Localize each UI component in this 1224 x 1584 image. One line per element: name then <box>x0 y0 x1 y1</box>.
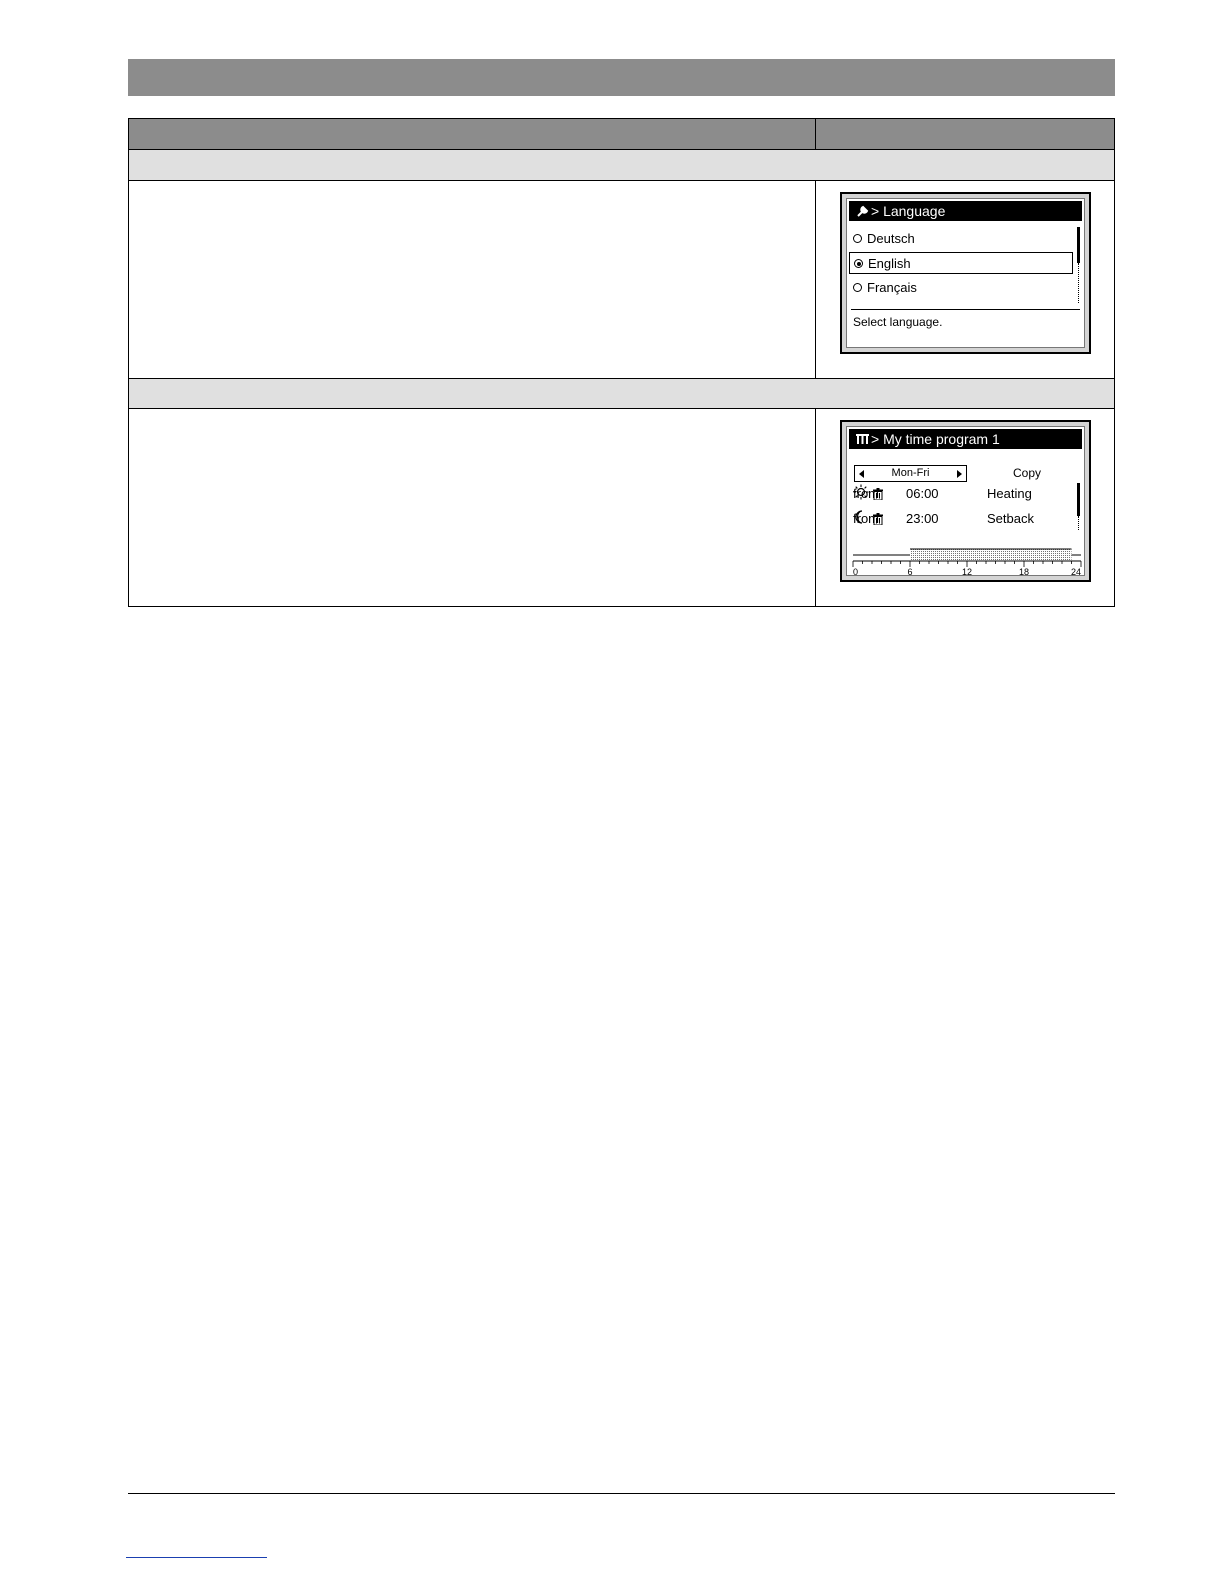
language-option[interactable] <box>849 277 1073 299</box>
settings-table <box>128 118 1115 607</box>
radio-selected-icon <box>854 259 863 268</box>
mode-label[interactable]: Setback <box>987 511 1034 526</box>
footer-rule <box>128 1493 1115 1494</box>
language-option-label: English <box>868 256 911 271</box>
display-title: > My time program 1 <box>871 431 1000 447</box>
mode-label[interactable]: Heating <box>987 486 1032 501</box>
timeline-tick-label: 12 <box>961 567 973 577</box>
from-label: from <box>853 486 879 501</box>
day-selector[interactable] <box>854 465 967 482</box>
display-inner <box>846 198 1085 348</box>
radio-empty-icon <box>853 283 862 292</box>
language-option[interactable] <box>849 228 1073 250</box>
footer-link-underline <box>126 1557 267 1558</box>
time-program-display <box>840 420 1091 582</box>
timeline-tick-label: 0 <box>853 567 859 577</box>
header-band <box>128 59 1115 96</box>
heating-period-block <box>910 549 1072 561</box>
heating-circuit-icon <box>855 429 871 449</box>
switch-time[interactable]: 06:00 <box>906 486 939 501</box>
language-option-label: Français <box>867 280 917 295</box>
scrollbar-thumb[interactable] <box>1077 483 1080 516</box>
table-header <box>129 119 1114 150</box>
switch-time[interactable]: 23:00 <box>906 511 939 526</box>
section-row-time-program <box>129 378 1114 409</box>
timeline-tick-label: 6 <box>907 567 913 577</box>
copy-button[interactable]: Copy <box>1013 466 1042 480</box>
scrollbar-track <box>1078 263 1080 303</box>
radio-empty-icon <box>853 234 862 243</box>
arrow-right-icon[interactable] <box>957 470 962 478</box>
day-timeline <box>851 547 1083 577</box>
column-separator <box>815 181 816 378</box>
scrollbar-thumb[interactable] <box>1077 227 1080 263</box>
column-separator <box>815 409 816 606</box>
language-option-label: Deutsch <box>867 231 915 246</box>
display-title-bar <box>849 201 1082 221</box>
section-row-language <box>129 150 1114 181</box>
header-separator <box>815 119 816 150</box>
wrench-icon <box>855 201 871 221</box>
hint-divider <box>851 309 1080 310</box>
timeline-tick-label: 18 <box>1018 567 1030 577</box>
display-inner <box>846 426 1085 576</box>
scrollbar-track <box>1078 516 1080 530</box>
hint-text: Select language. <box>853 315 943 329</box>
from-label: from <box>853 511 879 526</box>
day-selector-value: Mon-Fri <box>891 467 930 479</box>
arrow-left-icon[interactable] <box>859 470 864 478</box>
time-row[interactable] <box>853 509 1068 529</box>
display-title: > Language <box>871 203 946 219</box>
language-display <box>840 192 1091 354</box>
time-row[interactable] <box>853 484 1068 504</box>
timeline-tick-label: 24 <box>1070 567 1081 577</box>
language-option-selected[interactable] <box>849 252 1073 274</box>
display-title-bar <box>849 429 1082 449</box>
